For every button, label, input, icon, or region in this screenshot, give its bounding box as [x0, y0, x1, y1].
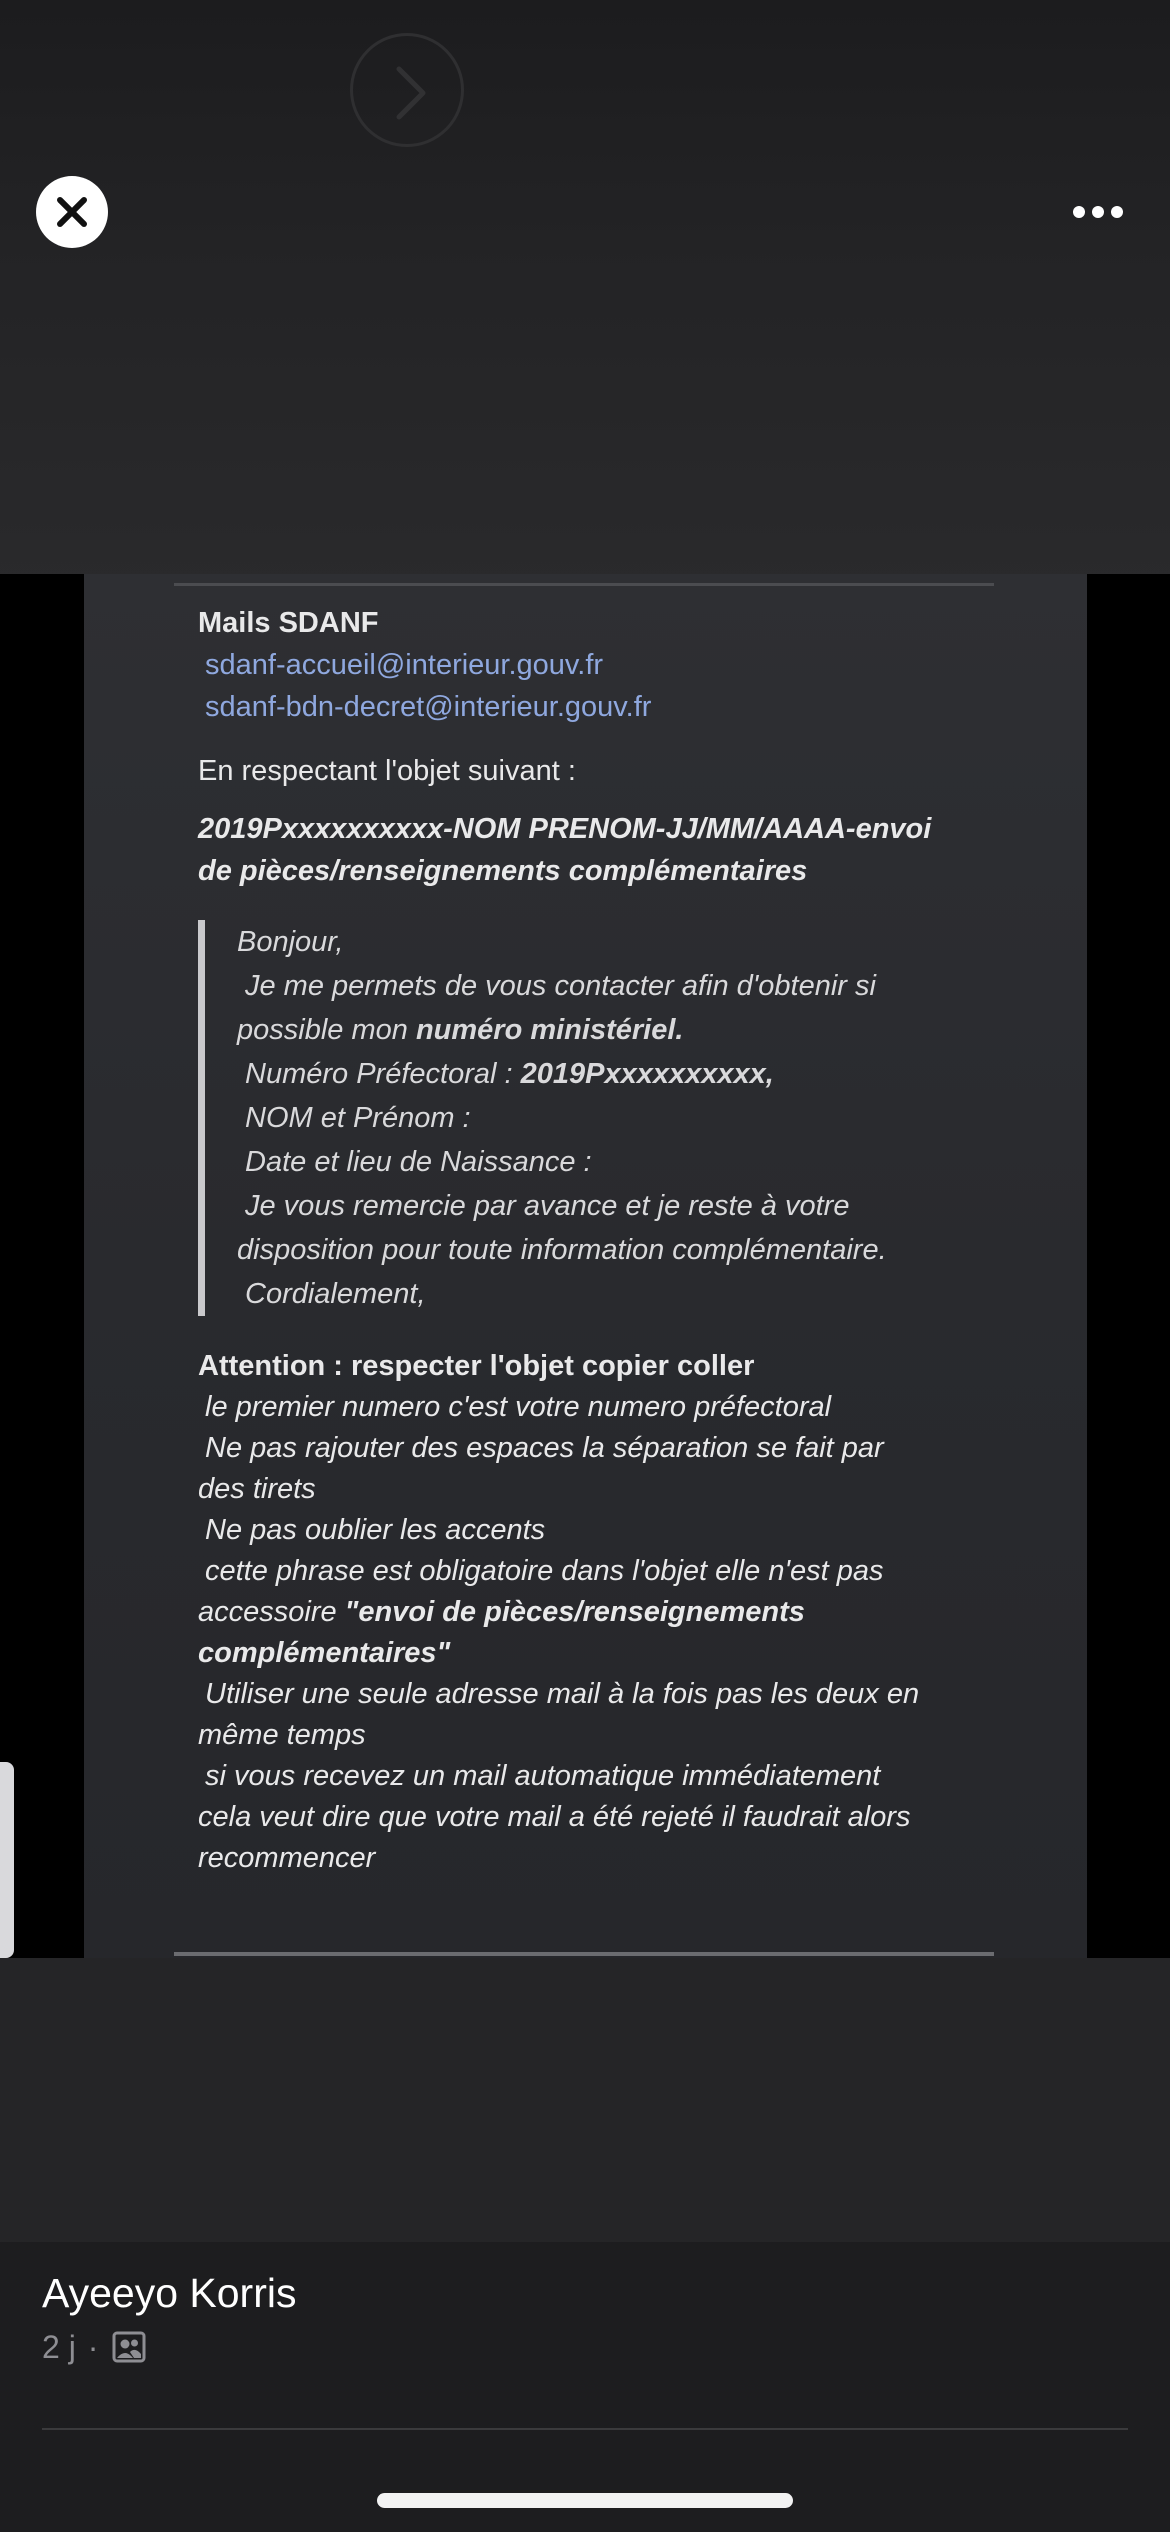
- attention-block: [198, 1346, 1068, 1879]
- quote-line: Numéro Préfectoral : 2019Pxxxxxxxxxx,: [245, 1058, 774, 1090]
- attention-line: Ne pas oublier les accents: [205, 1514, 546, 1546]
- attention-line: Ne pas rajouter des espaces la séparation se fait par: [205, 1432, 884, 1464]
- post-time[interactable]: 2 j: [42, 2329, 76, 2365]
- attention-line: le premier numero c'est votre numero préfectoral: [205, 1391, 832, 1423]
- photo-bottom-rule: [174, 1952, 994, 1956]
- top-overlay: [0, 0, 1170, 600]
- attention-line: complémentaires": [198, 1637, 451, 1669]
- quote-line: Bonjour,: [237, 926, 344, 958]
- attention-line: Utiliser une seule adresse mail à la fois pas les deux en: [205, 1678, 920, 1710]
- author-name[interactable]: Ayeeyo Korris: [42, 2270, 297, 2316]
- photo-top-rule: [174, 583, 994, 586]
- post-caption: [0, 2242, 1170, 2532]
- subject-intro: En respectant l'objet suivant :: [198, 755, 576, 787]
- quote-line: possible mon numéro ministériel.: [237, 1014, 684, 1046]
- email-address: sdanf-bdn-decret@interieur.gouv.fr: [205, 691, 652, 723]
- close-icon: [36, 176, 108, 248]
- photo-image: [84, 574, 1087, 1958]
- attention-line: accessoire "envoi de pièces/renseignements: [198, 1596, 805, 1628]
- email-address: sdanf-accueil@interieur.gouv.fr: [205, 649, 604, 681]
- post-meta: [42, 2329, 146, 2372]
- close-button[interactable]: [36, 176, 108, 248]
- quote-line: NOM et Prénom :: [245, 1102, 471, 1134]
- attention-line: des tirets: [198, 1473, 316, 1505]
- attention-title: Attention : respecter l'objet copier coller: [198, 1350, 755, 1382]
- meta-separator: ·: [87, 2329, 99, 2365]
- quote-line: Je me permets de vous contacter afin d'obtenir si: [245, 970, 876, 1002]
- quote-line: Je vous remercie par avance et je reste à votre: [245, 1190, 850, 1222]
- attention-line: recommencer: [198, 1842, 376, 1874]
- quote-line: Date et lieu de Naissance :: [245, 1146, 592, 1178]
- subject-line: de pièces/renseignements complémentaires: [198, 855, 808, 887]
- next-photo-button[interactable]: [350, 33, 464, 147]
- photo-document-text: [198, 602, 1068, 1879]
- quote-line: disposition pour toute information complémentaire.: [237, 1234, 887, 1266]
- quote-line: Cordialement,: [245, 1278, 426, 1310]
- attention-line: si vous recevez un mail automatique immédiatement: [205, 1760, 881, 1792]
- chevron-right-icon: [353, 36, 467, 150]
- more-horizontal-icon: [1058, 188, 1138, 236]
- attention-line: cela veut dire que votre mail a été rejeté il faudrait alors: [198, 1801, 911, 1833]
- previous-photo-peek[interactable]: [0, 1762, 14, 1958]
- subject-line: 2019Pxxxxxxxxxx-NOM PRENOM-JJ/MM/AAAA-envoi: [198, 813, 932, 845]
- more-options-button[interactable]: [1058, 188, 1138, 236]
- friends-audience-icon[interactable]: [112, 2330, 146, 2372]
- home-indicator[interactable]: [377, 2493, 793, 2508]
- attention-line: même temps: [198, 1719, 366, 1751]
- caption-divider: [42, 2428, 1128, 2430]
- email-template-quote: [198, 920, 1068, 1316]
- attention-line: cette phrase est obligatoire dans l'objet elle n'est pas: [205, 1555, 884, 1587]
- mails-title: Mails SDANF: [198, 607, 379, 639]
- photo-viewer[interactable]: [0, 574, 1170, 1958]
